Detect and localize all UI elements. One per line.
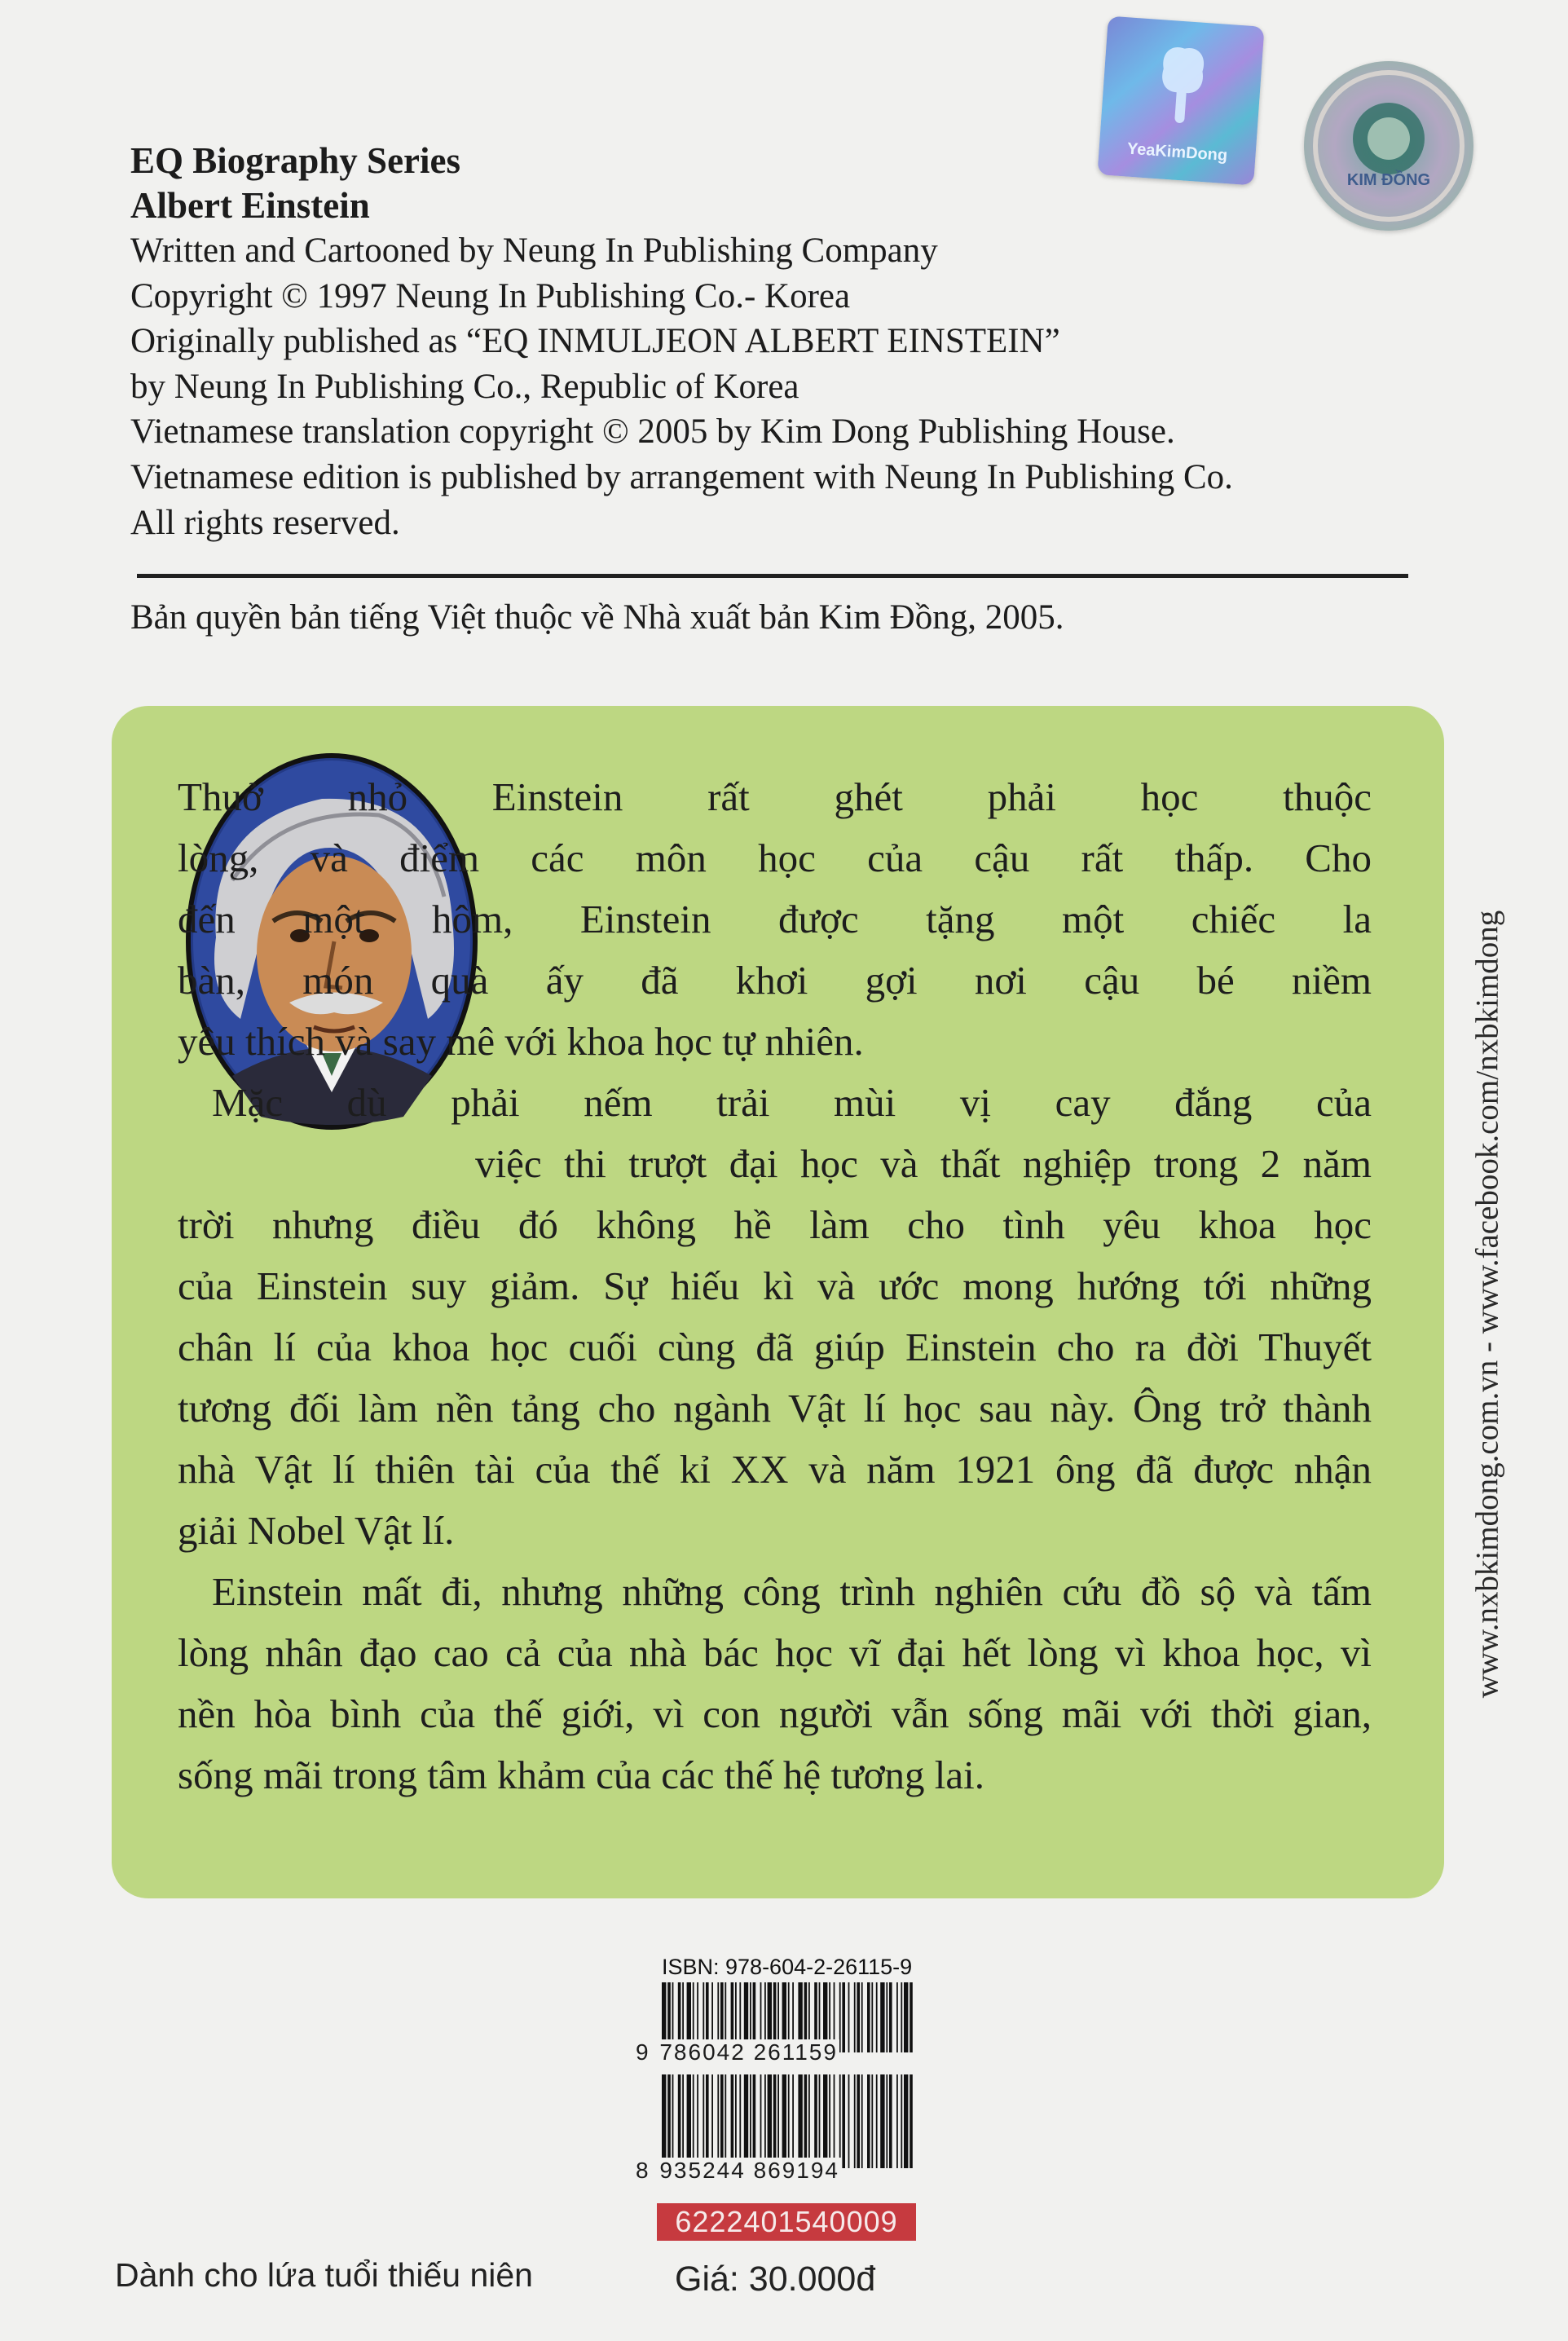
barcode-bar bbox=[876, 2074, 878, 2168]
barcode-bar bbox=[711, 2074, 713, 2168]
barcode-bar bbox=[857, 2074, 860, 2168]
barcode-bar bbox=[773, 2074, 777, 2168]
credit-line: Vietnamese edition is published by arrangement with Neung In Publishing Co. bbox=[130, 457, 1233, 496]
blurb-text bbox=[178, 766, 1372, 1805]
barcode-bar bbox=[880, 1982, 884, 2052]
credit-line: Vietnamese translation copyright © 2005 by Kim Dong Publishing House. bbox=[130, 412, 1175, 452]
barcode-bar bbox=[854, 2074, 856, 2168]
barcode-bar bbox=[842, 1982, 845, 2052]
barcode-bar bbox=[871, 2074, 873, 2168]
blurb-line: nền hòa bình của thế giới, vì con người vẫn sống mãi với thời gian, bbox=[178, 1691, 1372, 1736]
barcode-bar bbox=[717, 2074, 719, 2168]
blurb-line: lòng, và điểm các môn học của cậu rất thấp. Cho bbox=[178, 835, 1372, 880]
barcode-bar bbox=[735, 2074, 737, 2168]
barcode-bar bbox=[682, 2074, 684, 2168]
blurb-line: sống mãi trong tâm khảm của các thế hệ tương lai. bbox=[178, 1752, 984, 1797]
barcode-bar bbox=[886, 2074, 888, 2168]
barcode-bar bbox=[782, 2074, 786, 2168]
ean-barcode-number bbox=[636, 2158, 841, 2184]
credit-line: All rights reserved. bbox=[130, 503, 400, 542]
blurb-line: nhà Vật lí thiên tài của thế kỉ XX và năm 1921 ông đã được nhận bbox=[178, 1447, 1372, 1492]
barcode-bar bbox=[896, 2074, 898, 2168]
barcode-bar bbox=[687, 2074, 691, 2168]
barcode-bar bbox=[867, 2074, 870, 2168]
barcode-bar bbox=[889, 2074, 892, 2168]
barcode-bar bbox=[672, 2074, 674, 2168]
barcode-bar bbox=[731, 2074, 734, 2168]
barcode-bar bbox=[808, 2074, 810, 2168]
side-url-container bbox=[1463, 856, 1512, 1752]
credit-line: Originally published as “EQ INMULJEON ALBERT EINSTEIN” bbox=[130, 322, 1060, 361]
barcode-bar bbox=[667, 2074, 671, 2168]
blurb-line: tương đối làm nền tảng cho ngành Vật lí học sau này. Ông trở thành bbox=[178, 1386, 1372, 1431]
barcode-bar bbox=[703, 2074, 704, 2168]
barcode-bar bbox=[842, 2074, 845, 2168]
barcode-bar bbox=[678, 2074, 681, 2168]
barcode-bar bbox=[744, 2074, 748, 2168]
barcode-bar bbox=[720, 2074, 724, 2168]
audience-label: Dành cho lứa tuổi thiếu niên bbox=[115, 2256, 533, 2294]
hologram-label: YeaKimDong bbox=[1126, 139, 1228, 165]
barcode-bar bbox=[910, 2074, 913, 2168]
vietnamese-rights: Bản quyền bản tiếng Việt thuộc về Nhà xuất bản Kim Đồng, 2005. bbox=[130, 598, 1064, 637]
barcode-bar bbox=[910, 1982, 913, 2052]
barcode-bar bbox=[739, 2074, 741, 2168]
barcode-bar bbox=[788, 2074, 790, 2168]
barcode-bar bbox=[848, 1982, 850, 2052]
barcode-bar bbox=[889, 1982, 892, 2052]
isbn-barcode-number bbox=[636, 2039, 839, 2065]
barcode-bar bbox=[768, 2074, 772, 2168]
barcode-bar bbox=[839, 2074, 841, 2168]
blurb-line: giải Nobel Vật lí. bbox=[178, 1508, 455, 1553]
barcode-lead-digit: 8 bbox=[636, 2158, 650, 2183]
barcode-bar bbox=[798, 2074, 802, 2168]
blurb-line: Einstein mất đi, nhưng những công trình nghiên cứu đồ sộ và tấm bbox=[212, 1569, 1372, 1614]
barcode-bar bbox=[867, 1982, 870, 2052]
barcode-bar bbox=[848, 2074, 850, 2168]
barcode-bar bbox=[861, 2074, 863, 2168]
barcode-bar bbox=[725, 2074, 726, 2168]
barcode-bar bbox=[886, 1982, 888, 2052]
credit-line: Written and Cartooned by Neung In Publishing Company bbox=[130, 231, 938, 270]
barcode-lead-digit: 9 bbox=[636, 2039, 650, 2065]
barcode-bar bbox=[662, 2074, 666, 2168]
blurb-line: bàn, món quà ấy đã khơi gợi nơi cậu bé niềm bbox=[178, 958, 1372, 1003]
barcode-bar bbox=[839, 1982, 841, 2052]
barcode-bar bbox=[871, 1982, 873, 2052]
blurb-line: trời nhưng điều đó không hề làm cho tình yêu khoa học bbox=[178, 1202, 1372, 1247]
book-title: Albert Einstein bbox=[130, 185, 370, 226]
barcode-bar bbox=[904, 2074, 908, 2168]
blurb-line: yêu thích và say mê với khoa học tự nhiên. bbox=[178, 1019, 864, 1064]
blurb-line: chân lí của khoa học cuối cùng đã giúp Einstein cho ra đời Thuyết bbox=[178, 1325, 1372, 1369]
barcode-bar bbox=[823, 2074, 827, 2168]
barcode-bar bbox=[777, 2074, 779, 2168]
blurb-line: Thuở nhỏ Einstein rất ghét phải học thuộc bbox=[178, 774, 1372, 819]
barcode-bar bbox=[876, 1982, 878, 2052]
series-title: EQ Biography Series bbox=[130, 140, 461, 181]
barcode-bar bbox=[750, 2074, 751, 2168]
credits-block bbox=[130, 139, 1451, 545]
barcode-digits: 786042 261159 bbox=[659, 2039, 838, 2065]
barcode-bar bbox=[792, 2074, 794, 2168]
blurb-line: của Einstein suy giảm. Sự hiếu kì và ước mong hướng tới những bbox=[178, 1263, 1372, 1308]
barcode-bar bbox=[880, 2074, 884, 2168]
barcode-digits: 935244 869194 bbox=[659, 2158, 840, 2183]
credit-line: by Neung In Publishing Co., Republic of Korea bbox=[130, 367, 799, 406]
blurb-line: đến một hôm, Einstein được tặng một chiếc la bbox=[178, 897, 1372, 941]
barcode-bar bbox=[764, 2074, 766, 2168]
ean-barcode bbox=[658, 2074, 914, 2168]
blurb-line: việc thi trượt đại học và thất nghiệp trong 2 năm bbox=[475, 1141, 1372, 1186]
barcode-bar bbox=[760, 2074, 762, 2168]
barcode-bar bbox=[697, 2074, 698, 2168]
barcode-bar bbox=[706, 2074, 709, 2168]
barcode-bar bbox=[861, 1982, 863, 2052]
barcode-bar bbox=[896, 1982, 898, 2052]
hologram-label: KIM ĐỒNG bbox=[1346, 171, 1431, 189]
barcode-bar bbox=[829, 2074, 830, 2168]
divider bbox=[137, 574, 1408, 578]
blurb-line: Mặc dù phải nếm trải mùi vị cay đắng của bbox=[212, 1080, 1372, 1125]
credit-line: Copyright © 1997 Neung In Publishing Co.- Korea bbox=[130, 276, 851, 315]
barcode-bar bbox=[693, 2074, 694, 2168]
barcode-bar bbox=[904, 1982, 908, 2052]
barcode-bar bbox=[857, 1982, 860, 2052]
barcode-bar bbox=[814, 2074, 817, 2168]
price-label: Giá: 30.000đ bbox=[675, 2259, 876, 2299]
barcode-bar bbox=[901, 2074, 902, 2168]
barcode-bar bbox=[854, 1982, 856, 2052]
barcode-bar bbox=[753, 2074, 756, 2168]
website-url: www.nxbkimdong.com.vn - www.facebook.com/nxbkimdong bbox=[1469, 910, 1505, 1699]
product-code-label: 6222401540009 bbox=[657, 2203, 916, 2241]
barcode-bar bbox=[834, 2074, 835, 2168]
blurb-line: lòng nhân đạo cao cả của nhà bác học vĩ đại hết lòng vì khoa học, vì bbox=[178, 1630, 1372, 1675]
isbn-label: ISBN: 978-604-2-26115-9 bbox=[662, 1955, 913, 1979]
barcode-bar bbox=[804, 2074, 808, 2168]
barcode-bar bbox=[819, 2074, 821, 2168]
barcode-bar bbox=[901, 1982, 902, 2052]
